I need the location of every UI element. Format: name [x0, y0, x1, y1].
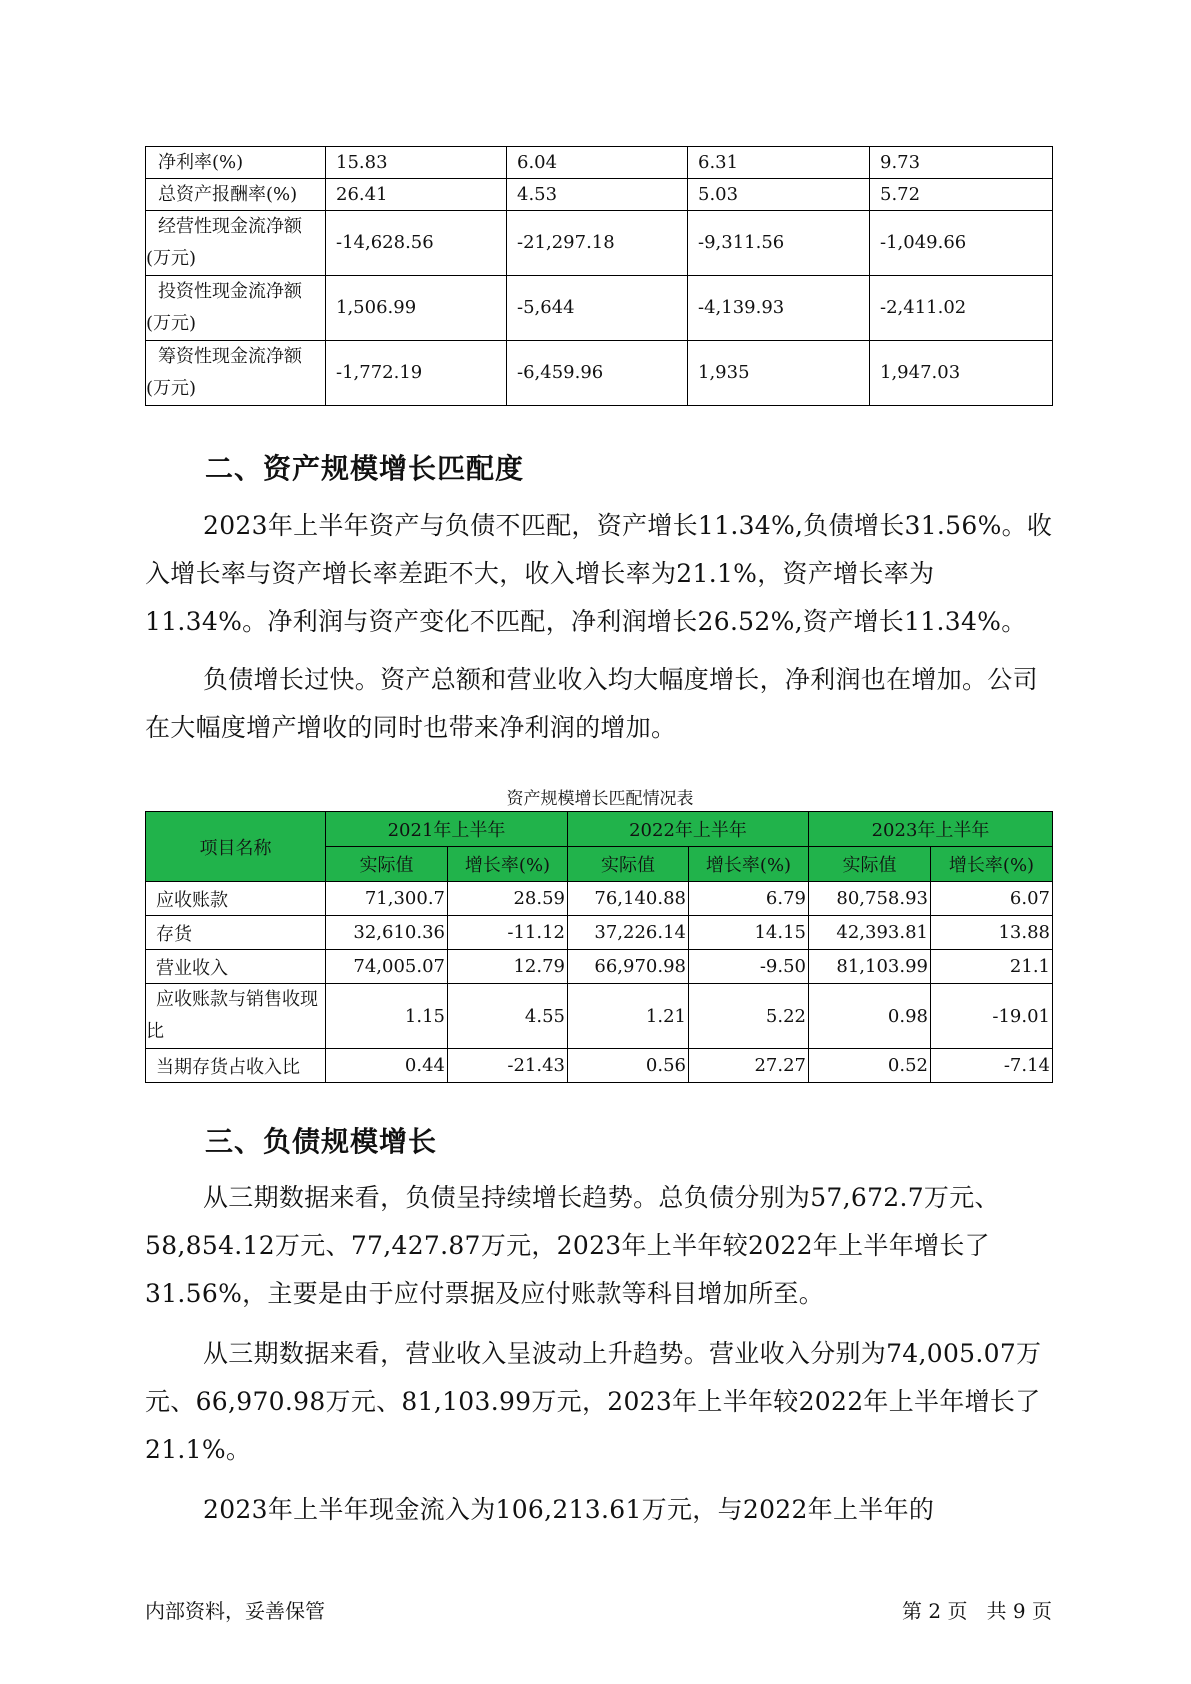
cell-value: -9.50	[689, 950, 809, 984]
cell-value: 4.55	[448, 984, 568, 1049]
paragraph: 2023年上半年现金流入为106,213.61万元，与2022年上半年的	[203, 1495, 935, 1524]
paragraph: 2023年上半年资产与负债不匹配，资产增长11.34%,负债增长31.56%。收入增长率与资产增长率差距不大，收入增长率为21.1%，资产增长率为11.34%。净利润与资产变化不匹配，净利润增长26.52%,资产增长11.34%。	[145, 511, 1053, 636]
cell-value: 28.59	[448, 882, 568, 916]
cell-value: -21,297.18	[507, 211, 688, 276]
table-row	[146, 950, 1053, 984]
sub-header: 增长率(%)	[689, 847, 809, 882]
section-heading: 二、资产规模增长匹配度	[205, 452, 525, 485]
table-row	[146, 147, 1053, 179]
cell-value: 1.21	[568, 984, 689, 1049]
table-caption: 资产规模增长匹配情况表	[506, 789, 694, 809]
cell-value: -11.12	[448, 916, 568, 950]
sub-header: 实际值	[326, 847, 448, 882]
sub-header: 实际值	[568, 847, 689, 882]
row-label: 经营性现金流净额(万元)	[146, 211, 326, 276]
cell-value: 0.52	[809, 1049, 931, 1083]
period-header: 2023年上半年	[809, 812, 1053, 847]
cell-value: 42,393.81	[809, 916, 931, 950]
cell-value: 4.53	[507, 179, 688, 211]
asset-growth-match-table	[145, 811, 1053, 1083]
cell-value: 74,005.07	[326, 950, 448, 984]
cell-value: 0.44	[326, 1049, 448, 1083]
paragraph: 从三期数据来看，营业收入呈波动上升趋势。营业收入分别为74,005.07万元、66,970.98万元、81,103.99万元，2023年上半年较2022年上半年增长了21.1%。	[145, 1339, 1042, 1464]
cell-value: -1,049.66	[870, 211, 1053, 276]
cell-value: 13.88	[931, 916, 1053, 950]
cell-value: 0.56	[568, 1049, 689, 1083]
cell-value: -21.43	[448, 1049, 568, 1083]
cell-value: 5.72	[870, 179, 1053, 211]
cell-value: 76,140.88	[568, 882, 689, 916]
table-row	[146, 1049, 1053, 1083]
cell-value: 66,970.98	[568, 950, 689, 984]
cell-value: 26.41	[326, 179, 507, 211]
cell-value: 6.31	[688, 147, 870, 179]
cell-value: -2,411.02	[870, 276, 1053, 341]
table-row	[146, 341, 1053, 406]
period-header: 2021年上半年	[326, 812, 568, 847]
footer-note: 内部资料，妥善保管	[145, 1599, 325, 1623]
cell-value: 1,935	[688, 341, 870, 406]
sub-header: 增长率(%)	[448, 847, 568, 882]
row-label: 应收账款与销售收现比	[146, 984, 326, 1049]
cell-value: 1,506.99	[326, 276, 507, 341]
cell-value: 32,610.36	[326, 916, 448, 950]
paragraph: 负债增长过快。资产总额和营业收入均大幅度增长，净利润也在增加。公司在大幅度增产增收的同时也带来净利润的增加。	[145, 665, 1038, 742]
cell-value: 15.83	[326, 147, 507, 179]
row-label: 净利率(%)	[146, 147, 326, 179]
row-label: 营业收入	[146, 950, 326, 984]
cell-value: -14,628.56	[326, 211, 507, 276]
cell-value: 14.15	[689, 916, 809, 950]
cell-value: -4,139.93	[688, 276, 870, 341]
cell-value: 1,947.03	[870, 341, 1053, 406]
section-heading: 三、负债规模增长	[205, 1125, 438, 1158]
cell-value: 5.22	[689, 984, 809, 1049]
cell-value: 80,758.93	[809, 882, 931, 916]
cell-value: -6,459.96	[507, 341, 688, 406]
row-label: 存货	[146, 916, 326, 950]
table-row	[146, 211, 1053, 276]
header-row	[146, 812, 1053, 847]
cell-value: 1.15	[326, 984, 448, 1049]
row-label: 当期存货占收入比	[146, 1049, 326, 1083]
cell-value: 6.07	[931, 882, 1053, 916]
cell-value: 27.27	[689, 1049, 809, 1083]
period-header: 2022年上半年	[568, 812, 809, 847]
table-row	[146, 984, 1053, 1049]
cell-value: -7.14	[931, 1049, 1053, 1083]
cell-value: 9.73	[870, 147, 1053, 179]
row-label: 投资性现金流净额(万元)	[146, 276, 326, 341]
table-row	[146, 882, 1053, 916]
financial-ratio-table	[145, 146, 1053, 406]
cell-value: 81,103.99	[809, 950, 931, 984]
row-label: 应收账款	[146, 882, 326, 916]
paragraph: 从三期数据来看，负债呈持续增长趋势。总负债分别为57,672.7万元、58,854.12万元、77,427.87万元，2023年上半年较2022年上半年增长了31.56%，主要是由于应付票据及应付账款等科目增加所至。	[145, 1183, 1000, 1308]
cell-value: 71,300.7	[326, 882, 448, 916]
cell-value: 6.79	[689, 882, 809, 916]
table-row	[146, 179, 1053, 211]
cell-value: 5.03	[688, 179, 870, 211]
cell-value: -19.01	[931, 984, 1053, 1049]
column-header: 项目名称	[146, 812, 326, 882]
cell-value: -9,311.56	[688, 211, 870, 276]
row-label: 总资产报酬率(%)	[146, 179, 326, 211]
cell-value: -1,772.19	[326, 341, 507, 406]
cell-value: 37,226.14	[568, 916, 689, 950]
cell-value: 12.79	[448, 950, 568, 984]
cell-value: 21.1	[931, 950, 1053, 984]
table-row	[146, 276, 1053, 341]
cell-value: -5,644	[507, 276, 688, 341]
sub-header: 实际值	[809, 847, 931, 882]
cell-value: 6.04	[507, 147, 688, 179]
cell-value: 0.98	[809, 984, 931, 1049]
table-row	[146, 916, 1053, 950]
page-number: 第 2 页 共 9 页	[902, 1599, 1052, 1623]
row-label: 筹资性现金流净额(万元)	[146, 341, 326, 406]
sub-header: 增长率(%)	[931, 847, 1053, 882]
